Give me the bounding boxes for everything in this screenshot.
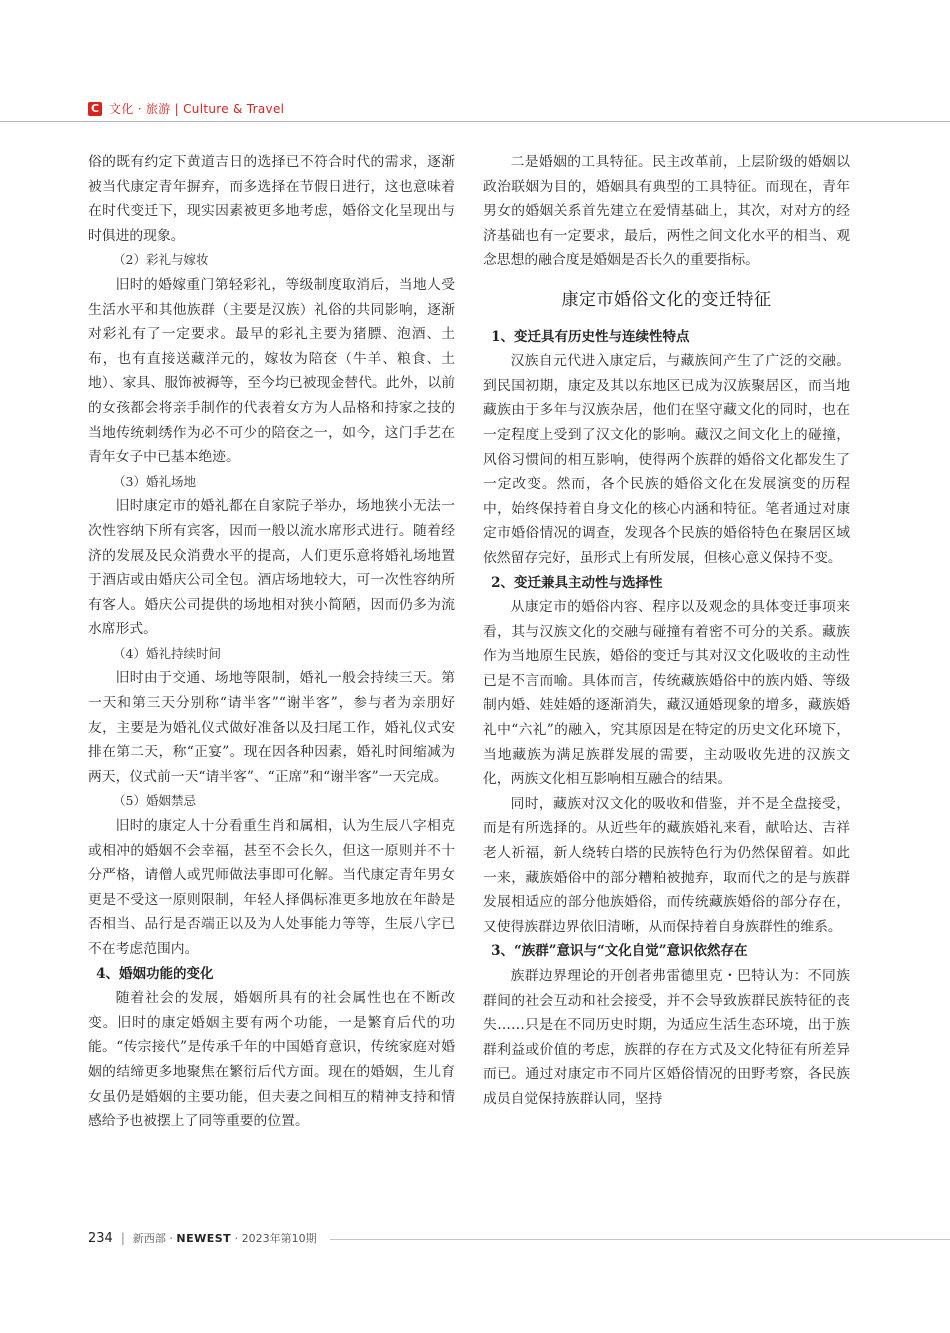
footer-divider (330, 1239, 950, 1240)
section-title: 康定市婚俗文化的变迁特征 (561, 289, 772, 310)
journal-cn: 新西部 (132, 1232, 166, 1245)
heading: 2、变迁兼具主动性与选择性 (491, 574, 663, 591)
left-column (88, 150, 455, 1134)
subheading: （5）婚姻禁忌 (113, 793, 196, 809)
paragraph: 俗的既有约定下黄道吉日的选择已不符合时代的需求，逐渐被当代康定青年摒弃，而多选择在节假日进行，这也意味着在时代变迁下，现实因素被更多地考虑，婚俗文化呈现出与时俱进的现象。 (88, 154, 455, 244)
page-number: 234 (88, 1230, 113, 1246)
heading: 4、婚姻功能的变化 (96, 965, 214, 982)
right-column (483, 150, 850, 1112)
heading: 1、变迁具有历史性与连续性特点 (491, 328, 690, 345)
subheading: （4）婚礼持续时间 (113, 645, 221, 661)
paragraph: 旧时由于交通、场地等限制，婚礼一般会持续三天。第一天和第三天分别称“请半客”“谢半客”，参与者为亲朋好友，主要是为婚礼仪式做好准备以及扫尾工作，婚礼仪式安排在第二天，称“正宴”。现在因各种因素，婚礼时间缩减为两天，仪式前一天“请半客”、“正席”和“谢半客”一天完成。 (88, 670, 455, 785)
header-divider (0, 121, 950, 122)
journal-issue: 2023年第10期 (241, 1232, 317, 1245)
paragraph: 族群边界理论的开创者弗雷德里克・巴特认为：不同族群间的社会互动和社会接受，并不会导致族群民族特征的丧失……只是在不同历史时期，为适应生活生态环境，出于族群利益或价值的考虑，族群的存在方式及文化特征有所差异而已。通过对康定市不同片区婚俗情况的田野考察，各民族成员自觉保持族群认同，坚持 (483, 968, 850, 1107)
page-footer (88, 1230, 317, 1246)
paragraph: 旧时的康定人十分看重生肖和属相，认为生辰八字相克或相冲的婚姻不会幸福，甚至不会长久，但这一原则并不十分严格，请僧人或咒师做法事即可化解。当代康定青年男女更是不受这一原则限制，年轻人择偶标准更多地放在年龄是否相当、品行是否端正以及为人处事能力等等，生辰八字已不在考虑范围内。 (88, 818, 455, 957)
paragraph: 同时，藏族对汉文化的吸收和借鉴，并不是全盘接受，而是有所选择的。从近些年的藏族婚礼来看，献哈达、吉祥老人祈福，新人绕转白塔的民族特色行为仍然保留着。如此一来，藏族婚俗中的部分糟粕被抛弃，取而代之的是与族群发展相适应的部分他族婚俗，而传统藏族婚俗的部分存在，又使得族群边界依旧清晰，从而保持着自身族群性的维系。 (483, 795, 850, 935)
subheading: （3）婚礼场地 (113, 473, 196, 489)
paragraph: 汉族自元代进入康定后，与藏族间产生了广泛的交融。到民国初期，康定及其以东地区已成为汉族聚居区，而当地藏族由于多年与汉族杂居，他们在坚守藏文化的同时，也在一定程度上受到了汉文化的影响。藏汉之间文化上的碰撞，风俗习惯间的相互影响，使得两个族群的婚俗文化都发生了一定改变。然而，各个民族的婚俗文化在发展演变的历程中，始终保持着自身文化的核心内涵和特征。笔者通过对康定市婚俗情况的调查，发现各个民族的婚俗特色在聚居区域依然留存完好，虽形式上有所发展，但核心意义保持不变。 (483, 353, 850, 566)
paragraph: 从康定市的婚俗内容、程序以及观念的具体变迁事项来看，其与汉族文化的交融与碰撞有着密不可分的关系。藏族作为当地原生民族，婚俗的变迁与其对汉文化吸收的主动性已是不言而喻。具体而言，传统藏族婚俗中的族内婚、等级制内婚、娃娃婚的逐渐消失，藏汉通婚现象的增多，藏族婚礼中“六礼”的融入，究其原因是在特定的历史文化环境下，当地藏族为满足族群发展的需要，主动吸收先进的汉族文化，两族文化相互影响相互融合的结果。 (483, 599, 850, 788)
section-label: 文化 · 旅游 | Culture & Travel (109, 102, 285, 116)
journal-en: NEWEST (176, 1232, 232, 1245)
page-header (88, 100, 284, 117)
paragraph: 旧时康定市的婚礼都在自家院子举办，场地狭小无法一次性容纳下所有宾客，因而一般以流水席形式进行。随着经济的发展及民众消费水平的提高，人们更乐意将婚礼场地置于酒店或由婚庆公司全包。酒店场地较大，可一次性容纳所有客人。婚庆公司提供的场地相对狭小简陋，因而仍多为流水席形式。 (88, 498, 455, 638)
journal-name: 新西部 · NEWEST · 2023年第10期 (132, 1232, 317, 1245)
paragraph: 二是婚姻的工具特征。民主改革前，上层阶级的婚姻以政治联姻为目的，婚姻具有典型的工具特征。而现在，青年男女的婚姻关系首先建立在爱情基础上，其次，对对方的经济基础也有一定要求，最后，两性之间文化水平的相当、观念思想的融合度是婚姻是否长久的重要指标。 (483, 154, 850, 269)
section-logo-icon: C (88, 102, 102, 116)
subheading: （2）彩礼与嫁妆 (113, 252, 209, 268)
footer-separator: | (120, 1231, 125, 1245)
paragraph: 旧时的婚嫁重门第轻彩礼，等级制度取消后，当地人受生活水平和其他族群（主要是汉族）礼俗的共同影响，逐渐对彩礼有了一定要求。最早的彩礼主要为猪膘、泡酒、土布，也有直接送藏洋元的，嫁妆为陪奁（牛羊、粮食、土地）、家具、服饰被褥等，至今均已被现金替代。此外，以前的女孩都会将亲手制作的代表着女方为人品格和持家之技的当地传统刺绣作为必不可少的陪奁之一，如今，这门手艺在青年女子中已基本绝迹。 (88, 276, 455, 466)
paragraph: 随着社会的发展，婚姻所具有的社会属性也在不断改变。旧时的康定婚姻主要有两个功能，一是繁育后代的功能。“传宗接代”是传承千年的中国婚育意识，传统家庭对婚姻的结缔更多地聚焦在繁衍后代方面。现在的婚姻，生儿育女虽仍是婚姻的主要功能，但夫妻之间相互的精神支持和情感给予也被摆上了同等重要的位置。 (88, 990, 455, 1130)
heading: 3、“族群”意识与“文化自觉”意识依然存在 (491, 943, 748, 960)
